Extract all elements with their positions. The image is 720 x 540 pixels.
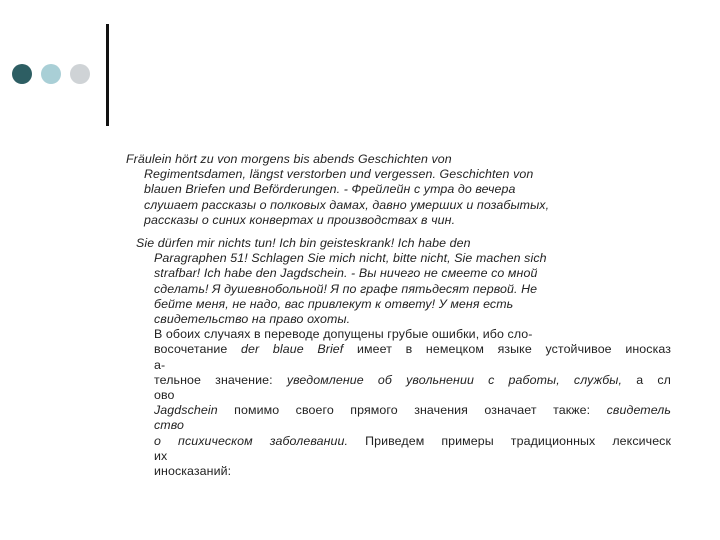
decorative-dots: [12, 64, 92, 84]
comment-italic: уведомление об увольнении с работы, службы,: [286, 372, 623, 387]
text-line: слушает рассказы о полковых дамах, давно умерших и позабытых,: [144, 197, 550, 212]
paragraph-jagdschein: [136, 236, 671, 479]
comment-italic: свидетель: [606, 403, 671, 418]
paragraph-fraulein: [126, 152, 626, 228]
comment-line: ство: [154, 418, 185, 433]
comment-text: восочетание: [154, 342, 242, 357]
comment-line: В обоих случаях в переводе допущены грубые ошибки, ибо сло-: [154, 327, 533, 342]
text-line: рассказы о синих конвертах и производствах в чин.: [144, 212, 456, 227]
comment-line: [136, 342, 671, 357]
vertical-divider: [106, 24, 109, 126]
comment-italic: der blaue Brief: [241, 342, 344, 357]
light-blue-dot: [41, 64, 61, 84]
text-line: Regimentsdamen, längst verstorben und vergessen. Geschichten von: [144, 167, 534, 182]
comment-text: тельное значение:: [154, 372, 287, 387]
comment-text: помимо своего прямого значения означает также:: [217, 403, 607, 418]
text-line: blauen Briefen und Beförderungen. - Фрейлейн с утра до вечера: [144, 182, 516, 197]
text-line: свидетельство на право охоты.: [154, 312, 351, 327]
comment-line: ово: [154, 388, 175, 403]
dark-teal-dot: [12, 64, 32, 84]
comment-line: [136, 434, 671, 449]
comment-line: [136, 403, 671, 418]
text-line: Fräulein hört zu von morgens bis abends Geschichten von: [126, 152, 452, 166]
text-line: Sie dürfen mir nichts tun! Ich bin geisteskrank! Ich habe den: [136, 236, 471, 250]
comment-text: а сл: [622, 372, 671, 387]
text-line: сделать! Я душевнобольной! Я по графе пятьдесят первой. Не: [154, 281, 538, 296]
text-line: Paragraphen 51! Schlagen Sie mich nicht, bitte nicht, Sie machen sich: [154, 251, 547, 266]
comment-line: их: [154, 448, 168, 463]
comment-text: имеет в немецком языке устойчивое иносказ: [343, 342, 671, 357]
comment-line: [136, 373, 671, 388]
comment-line: иносказаний:: [154, 464, 232, 479]
comment-line: а-: [154, 357, 166, 372]
comment-italic: о психическом заболевании.: [154, 433, 349, 448]
grey-dot: [70, 64, 90, 84]
text-line: strafbar! Ich habe den Jagdschein. - Вы ничего не смеете со мной: [154, 266, 538, 281]
comment-text: Приведем примеры традиционных лексическ: [348, 433, 672, 448]
text-line: бейте меня, не надо, вас привлекут к ответу! У меня есть: [154, 296, 514, 311]
comment-italic: Jagdschein: [154, 403, 218, 418]
